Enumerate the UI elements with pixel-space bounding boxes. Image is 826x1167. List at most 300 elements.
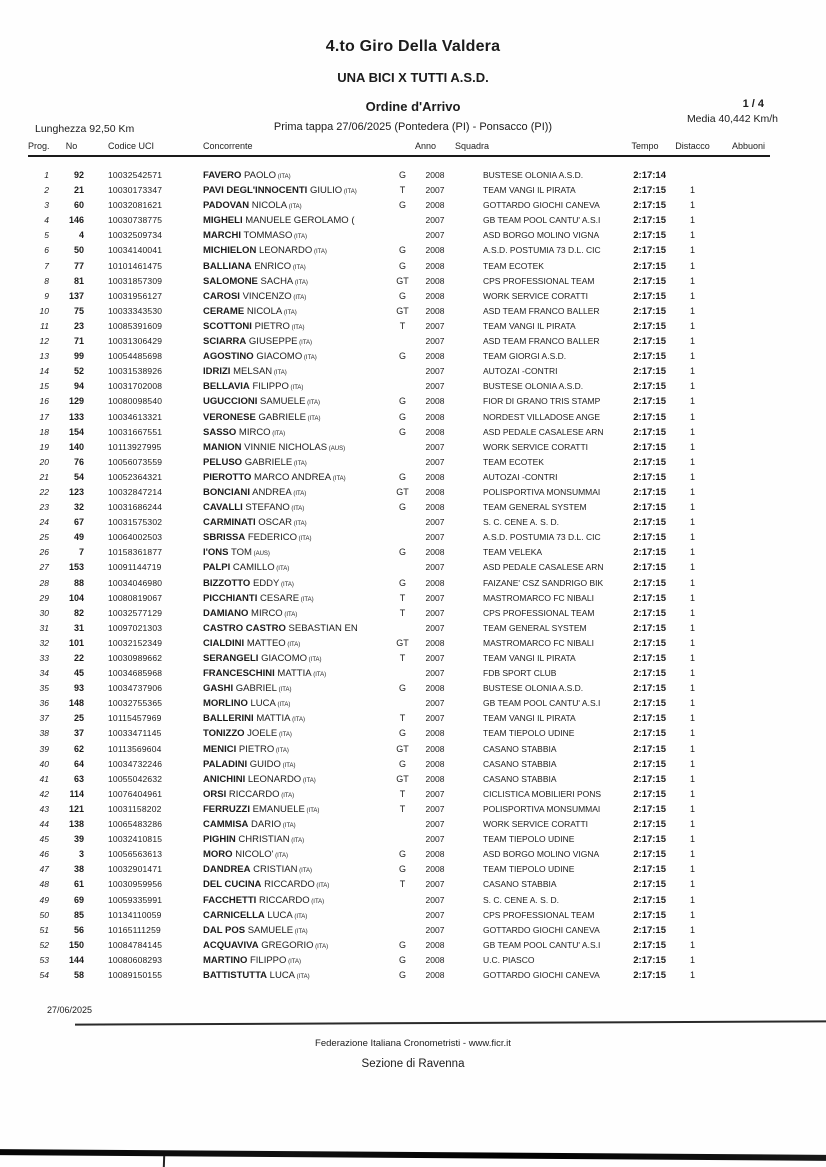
table-row: [28, 412, 770, 427]
row-uci-code: 10031702008: [108, 381, 163, 392]
row-category: T: [399, 592, 406, 603]
row-team: BUSTESE OLONIA A.S.D.: [483, 170, 584, 180]
row-category: T: [399, 803, 406, 814]
row-category: G: [398, 396, 406, 407]
row-rider-name: PIGHIN CHRISTIAN (ITA): [203, 834, 305, 846]
row-gap: 1: [689, 351, 695, 362]
row-team: BUSTESE OLONIA A.S.D.: [483, 683, 584, 694]
row-team: WORK SERVICE CORATTI: [483, 290, 589, 301]
row-time: 2:17:15: [633, 622, 666, 634]
row-uci-code: 10085391609: [108, 320, 163, 331]
row-position: 8: [44, 275, 49, 286]
row-time: 2:17:15: [633, 683, 666, 695]
row-uci-code: 10034732246: [108, 758, 163, 769]
row-time: 2:17:15: [633, 743, 666, 755]
row-time: 2:17:15: [633, 939, 666, 951]
row-position: 2: [44, 185, 49, 196]
row-year: 2007: [425, 924, 445, 935]
row-bib-number: 4: [78, 230, 84, 241]
row-position: 33: [39, 653, 49, 663]
row-position: 54: [39, 969, 49, 980]
row-time: 2:17:15: [633, 758, 666, 770]
row-position: 53: [39, 954, 49, 965]
row-rider-name: FERRUZZI EMANUELE (ITA): [203, 803, 320, 815]
row-category: T: [399, 713, 406, 724]
row-team: GB TEAM POOL CANTU' A.S.I: [483, 939, 601, 950]
row-team: TEAM VANGI IL PIRATA: [483, 713, 576, 724]
row-time: 2:17:15: [633, 592, 666, 604]
row-year: 2007: [425, 320, 445, 331]
table-row: [28, 804, 770, 819]
row-time: 2:17:15: [633, 562, 666, 574]
row-year: 2007: [425, 532, 445, 543]
row-time: 2:17:15: [633, 803, 666, 815]
row-category: G: [398, 502, 406, 513]
footer-divider: [75, 1020, 826, 1025]
row-time: 2:17:15: [633, 320, 666, 332]
row-bib-number: 92: [73, 170, 84, 180]
row-position: 42: [39, 788, 49, 799]
row-time: 2:17:15: [633, 788, 666, 800]
table-row: [28, 487, 770, 502]
col-header-uci: Codice UCI: [108, 141, 155, 151]
row-time: 2:17:15: [633, 366, 666, 378]
row-rider-name: PALPI CAMILLO (ITA): [203, 562, 290, 574]
row-year: 2008: [425, 275, 445, 286]
row-year: 2007: [425, 517, 445, 528]
row-team: U.C. PIASCO: [483, 954, 535, 965]
row-bib-number: 104: [68, 592, 84, 603]
row-uci-code: 10033343530: [108, 305, 163, 316]
row-category: GT: [396, 305, 409, 316]
row-position: 30: [39, 607, 49, 618]
row-category: T: [399, 320, 406, 331]
row-year: 2008: [425, 351, 445, 362]
row-gap: 1: [689, 366, 695, 377]
col-header-year: Anno: [415, 141, 437, 151]
row-uci-code: 10031956127: [108, 290, 163, 301]
row-bib-number: 62: [73, 743, 84, 754]
row-bib-number: 21: [73, 185, 84, 196]
row-gap: 1: [689, 290, 695, 301]
row-time: 2:17:15: [633, 849, 666, 861]
row-rider-name: DAMIANO MIRCO (ITA): [203, 607, 298, 619]
row-gap: 1: [689, 260, 695, 271]
row-time: 2:17:15: [633, 381, 666, 393]
row-uci-code: 10034613321: [108, 411, 163, 422]
row-year: 2007: [425, 894, 445, 905]
row-position: 32: [39, 637, 49, 648]
row-uci-code: 10158361877: [108, 547, 163, 558]
table-row: [28, 940, 770, 955]
row-year: 2008: [425, 411, 445, 422]
row-time: 2:17:15: [633, 577, 666, 589]
row-team: S. C. CENE A. S. D.: [483, 517, 560, 528]
row-year: 2007: [425, 653, 445, 663]
row-time: 2:17:15: [633, 305, 666, 317]
row-gap: 1: [689, 426, 695, 437]
row-position: 9: [44, 290, 49, 301]
row-rider-name: CAROSI VINCENZO (ITA): [203, 290, 307, 302]
row-uci-code: 10064002503: [108, 532, 163, 543]
row-position: 41: [39, 773, 49, 784]
row-team: TEAM TIEPOLO UDINE: [483, 728, 575, 739]
stage-description: Prima tappa 27/06/2025 (Pontedera (PI) - Ponsacco (PI)): [273, 121, 553, 133]
table-row: [28, 472, 770, 487]
row-rider-name: FACCHETTI RICCARDO (ITA): [203, 894, 325, 906]
row-position: 50: [39, 909, 49, 920]
row-category: GT: [396, 743, 409, 754]
row-category: GT: [396, 773, 409, 784]
row-time: 2:17:15: [633, 486, 666, 498]
row-uci-code: 10031857309: [108, 275, 163, 286]
row-uci-code: 10080098540: [108, 396, 163, 407]
row-time: 2:17:15: [633, 245, 666, 257]
row-position: 24: [39, 517, 49, 528]
row-category: GT: [396, 486, 409, 497]
row-uci-code: 10165111259: [108, 924, 161, 935]
row-gap: 1: [689, 894, 695, 905]
table-row: [28, 562, 770, 577]
row-time: 2:17:15: [633, 668, 666, 680]
row-gap: 1: [689, 441, 695, 452]
row-team: TEAM VANGI IL PIRATA: [483, 653, 576, 663]
row-time: 2:17:15: [633, 547, 666, 559]
row-uci-code: 10101461475: [108, 260, 163, 271]
page-title: 4.to Giro Della Valdera: [325, 38, 501, 55]
row-uci-code: 10032901471: [108, 864, 163, 875]
row-position: 37: [39, 713, 49, 724]
row-uci-code: 10034737906: [108, 683, 163, 694]
row-uci-code: 10031667551: [108, 426, 163, 437]
row-rider-name: BONCIANI ANDREA (ITA): [203, 486, 307, 498]
row-position: 4: [44, 215, 49, 226]
row-gap: 1: [689, 562, 695, 573]
row-position: 5: [44, 230, 49, 241]
row-year: 2007: [425, 819, 445, 830]
table-row: [28, 276, 770, 291]
row-bib-number: 101: [68, 637, 84, 648]
row-bib-number: 31: [73, 622, 84, 633]
row-bib-number: 85: [73, 909, 84, 920]
table-row: [28, 261, 770, 276]
table-row: [28, 517, 770, 532]
row-year: 2007: [425, 592, 445, 603]
row-time: 2:17:15: [633, 441, 666, 453]
row-time: 2:17:15: [633, 411, 666, 423]
row-team: MASTROMARCO FC NIBALI: [483, 637, 594, 648]
row-time: 2:17:15: [633, 773, 666, 785]
row-bib-number: 146: [68, 215, 84, 226]
row-category: G: [398, 954, 406, 965]
row-time: 2:17:15: [633, 879, 666, 891]
row-rider-name: PALADINI GUIDO (ITA): [203, 758, 296, 770]
row-time: 2:17:15: [633, 637, 666, 649]
row-gap: 1: [689, 698, 695, 709]
row-year: 2007: [425, 803, 445, 814]
row-time: 2:17:15: [633, 502, 666, 514]
row-year: 2007: [425, 909, 445, 920]
row-team: TEAM GIORGI A.S.D.: [483, 351, 567, 362]
row-time: 2:17:15: [633, 894, 666, 906]
row-gap: 1: [689, 200, 695, 211]
row-gap: 1: [689, 185, 695, 196]
table-row: [28, 170, 770, 185]
row-time: 2:17:15: [633, 336, 666, 348]
row-bib-number: 7: [78, 547, 84, 558]
row-uci-code: 10032542571: [108, 170, 163, 180]
row-gap: 1: [689, 939, 695, 950]
row-gap: 1: [689, 834, 695, 845]
table-row: [28, 502, 770, 517]
row-gap: 1: [689, 502, 695, 513]
table-row: [28, 336, 770, 351]
row-bib-number: 52: [73, 366, 84, 377]
row-year: 2008: [425, 758, 445, 769]
row-category: G: [398, 683, 406, 694]
report-title: Ordine d'Arrivo: [365, 99, 461, 114]
row-year: 2007: [425, 622, 445, 633]
table-row: [28, 321, 770, 336]
row-bib-number: 75: [73, 305, 84, 316]
row-year: 2008: [425, 245, 445, 256]
table-row: [28, 698, 770, 713]
col-header-team: Squadra: [455, 141, 490, 151]
row-gap: 1: [689, 486, 695, 497]
scan-artifact-line: [0, 1149, 826, 1161]
row-team: WORK SERVICE CORATTI: [483, 819, 589, 830]
row-category: G: [398, 849, 406, 860]
row-year: 2008: [425, 577, 445, 588]
row-bib-number: 123: [68, 486, 84, 497]
row-position: 27: [39, 562, 49, 573]
table-row: [28, 970, 770, 985]
row-uci-code: 10052364321: [108, 471, 163, 482]
table-row: [28, 608, 770, 623]
row-uci-code: 10065483286: [108, 819, 163, 830]
row-bib-number: 23: [73, 320, 84, 331]
row-uci-code: 10115457969: [108, 713, 162, 724]
row-gap: 1: [689, 773, 695, 784]
table-row: [28, 955, 770, 970]
row-gap: 1: [689, 396, 695, 407]
row-year: 2007: [425, 381, 445, 392]
row-year: 2007: [425, 879, 445, 890]
row-position: 48: [39, 879, 49, 890]
row-rider-name: CARNICELLA LUCA (ITA): [203, 909, 308, 921]
row-rider-name: PELUSO GABRIELE (ITA): [203, 456, 307, 468]
row-category: G: [398, 471, 406, 482]
row-year: 2008: [425, 773, 445, 784]
row-category: T: [399, 653, 406, 663]
row-bib-number: 93: [73, 683, 84, 694]
row-time: 2:17:15: [633, 909, 666, 921]
row-rider-name: SALOMONE SACHA (ITA): [203, 275, 308, 287]
row-gap: 1: [689, 230, 695, 241]
row-position: 47: [39, 864, 49, 875]
table-row: [28, 683, 770, 698]
row-uci-code: 10134110059: [108, 909, 162, 920]
row-team: ASD TEAM FRANCO BALLER: [483, 305, 600, 316]
row-rider-name: ANICHINI LEONARDO (ITA): [203, 773, 316, 785]
row-team: MASTROMARCO FC NIBALI: [483, 592, 594, 603]
row-rider-name: CIALDINI MATTEO (ITA): [203, 637, 301, 649]
table-row: [28, 427, 770, 442]
row-gap: 1: [689, 637, 695, 648]
row-uci-code: 10032152349: [108, 637, 163, 648]
row-uci-code: 10113927995: [108, 441, 162, 452]
row-bib-number: 144: [68, 954, 84, 965]
row-gap: 1: [689, 547, 695, 558]
row-rider-name: BALLIANA ENRICO (ITA): [203, 260, 306, 272]
table-row: [28, 215, 770, 230]
table-row: [28, 759, 770, 774]
row-category: GT: [396, 637, 409, 648]
table-row: [28, 774, 770, 789]
row-gap: 1: [689, 803, 695, 814]
row-position: 7: [44, 260, 49, 271]
row-team: POLISPORTIVA MONSUMMAI: [483, 803, 601, 814]
row-category: G: [398, 969, 406, 980]
row-time: 2:17:15: [633, 819, 666, 831]
row-year: 2008: [425, 396, 445, 407]
row-bib-number: 77: [73, 260, 84, 271]
row-gap: 1: [689, 743, 695, 754]
row-team: BUSTESE OLONIA A.S.D.: [483, 381, 584, 392]
row-time: 2:17:15: [633, 728, 666, 740]
row-gap: 1: [689, 879, 695, 890]
row-team: TEAM VELEKA: [483, 547, 543, 558]
row-team: ASD PEDALE CASALESE ARN: [483, 426, 604, 437]
row-time: 2:17:15: [633, 351, 666, 363]
row-time: 2:17:15: [633, 954, 666, 966]
row-time: 2:17:15: [633, 834, 666, 846]
row-category: G: [398, 260, 406, 271]
row-uci-code: 10032081621: [108, 200, 163, 211]
row-rider-name: BIZZOTTO EDDY (ITA): [203, 577, 294, 589]
row-rider-name: MARTINO FILIPPO (ITA): [203, 954, 301, 966]
row-bib-number: 114: [69, 788, 84, 799]
table-row: [28, 457, 770, 472]
row-position: 1: [44, 170, 49, 180]
row-bib-number: 154: [68, 426, 84, 437]
row-team: TEAM VANGI IL PIRATA: [483, 320, 576, 331]
row-year: 2007: [425, 366, 445, 377]
row-time: 2:17:15: [633, 426, 666, 438]
row-gap: 1: [689, 592, 695, 603]
row-gap: 1: [689, 713, 695, 724]
table-row: [28, 864, 770, 879]
row-rider-name: PAVI DEGL'INNOCENTI GIULIO (ITA): [203, 185, 357, 197]
row-uci-code: 10097021303: [108, 622, 163, 633]
row-team: CPS PROFESSIONAL TEAM: [483, 607, 595, 618]
row-category: G: [398, 290, 406, 301]
footer-date: 27/06/2025: [47, 1005, 93, 1015]
row-year: 2007: [425, 834, 445, 845]
row-time: 2:17:15: [633, 517, 666, 529]
row-rider-name: DANDREA CRISTIAN (ITA): [203, 864, 313, 876]
row-rider-name: BALLERINI MATTIA (ITA): [203, 713, 306, 725]
row-position: 12: [39, 336, 49, 347]
section-text: Sezione di Ravenna: [361, 1058, 465, 1070]
row-bib-number: 148: [68, 698, 84, 709]
row-rider-name: BATTISTUTTA LUCA (ITA): [203, 969, 310, 981]
row-position: 39: [39, 743, 49, 754]
row-bib-number: 133: [68, 411, 84, 422]
row-gap: 1: [689, 245, 695, 256]
row-uci-code: 10034140041: [108, 245, 163, 256]
row-uci-code: 10080819067: [108, 592, 163, 603]
row-year: 2007: [425, 441, 445, 452]
row-year: 2008: [425, 728, 445, 739]
row-time: 2:17:15: [633, 230, 666, 242]
row-uci-code: 10054485698: [108, 351, 163, 362]
row-rider-name: CAVALLI STEFANO (ITA): [203, 502, 305, 514]
row-category: T: [399, 788, 406, 799]
table-row: [28, 849, 770, 864]
row-gap: 1: [689, 381, 695, 392]
table-row: [28, 728, 770, 743]
row-bib-number: 88: [73, 577, 84, 588]
row-rider-name: UGUCCIONI SAMUELE (ITA): [203, 396, 320, 408]
row-team: TEAM TIEPOLO UDINE: [483, 834, 575, 845]
row-rider-name: PICCHIANTI CESARE (ITA): [203, 592, 314, 604]
row-team: TEAM ECOTEK: [483, 260, 544, 271]
row-time: 2:17:14: [633, 170, 666, 181]
row-position: 31: [39, 622, 49, 633]
row-year: 2008: [425, 486, 445, 497]
row-uci-code: 10056563613: [108, 849, 163, 860]
row-team: CASANO STABBIA: [483, 773, 557, 784]
row-uci-code: 10059335991: [108, 894, 163, 905]
row-uci-code: 10091144719: [108, 562, 162, 573]
col-header-bonus: Abbuoni: [731, 141, 765, 151]
row-uci-code: 10031538926: [108, 366, 163, 377]
col-header-time: Tempo: [631, 141, 659, 151]
row-position: 38: [39, 728, 49, 739]
row-rider-name: MORO NICOLO' (ITA): [203, 849, 289, 861]
row-uci-code: 10031575302: [108, 517, 163, 528]
row-gap: 1: [689, 336, 695, 347]
row-year: 2008: [425, 471, 445, 482]
row-uci-code: 10034046980: [108, 577, 163, 588]
row-rider-name: IDRIZI MELSAN (ITA): [203, 366, 287, 378]
table-row: [28, 744, 770, 759]
row-category: GT: [396, 275, 409, 286]
row-position: 51: [39, 924, 49, 935]
row-position: 43: [39, 803, 49, 814]
row-year: 2008: [425, 260, 445, 271]
row-position: 26: [39, 547, 49, 558]
col-header-rider: Concorrente: [203, 141, 253, 151]
row-uci-code: 10076404961: [108, 788, 163, 799]
row-team: GB TEAM POOL CANTU' A.S.I: [483, 698, 601, 709]
row-position: 23: [39, 502, 49, 513]
row-time: 2:17:15: [633, 713, 666, 725]
row-team: ASD TEAM FRANCO BALLER: [483, 336, 600, 347]
row-position: 44: [39, 819, 49, 830]
row-bib-number: 99: [73, 351, 84, 362]
table-row: [28, 381, 770, 396]
scan-artifact-tick: [163, 1156, 165, 1167]
row-uci-code: 10089150155: [108, 969, 163, 980]
row-year: 2008: [425, 547, 445, 558]
row-position: 21: [39, 471, 49, 482]
row-year: 2008: [425, 939, 445, 950]
row-time: 2:17:15: [633, 471, 666, 483]
row-position: 14: [39, 366, 49, 377]
row-rider-name: FAVERO PAOLO (ITA): [203, 170, 291, 181]
